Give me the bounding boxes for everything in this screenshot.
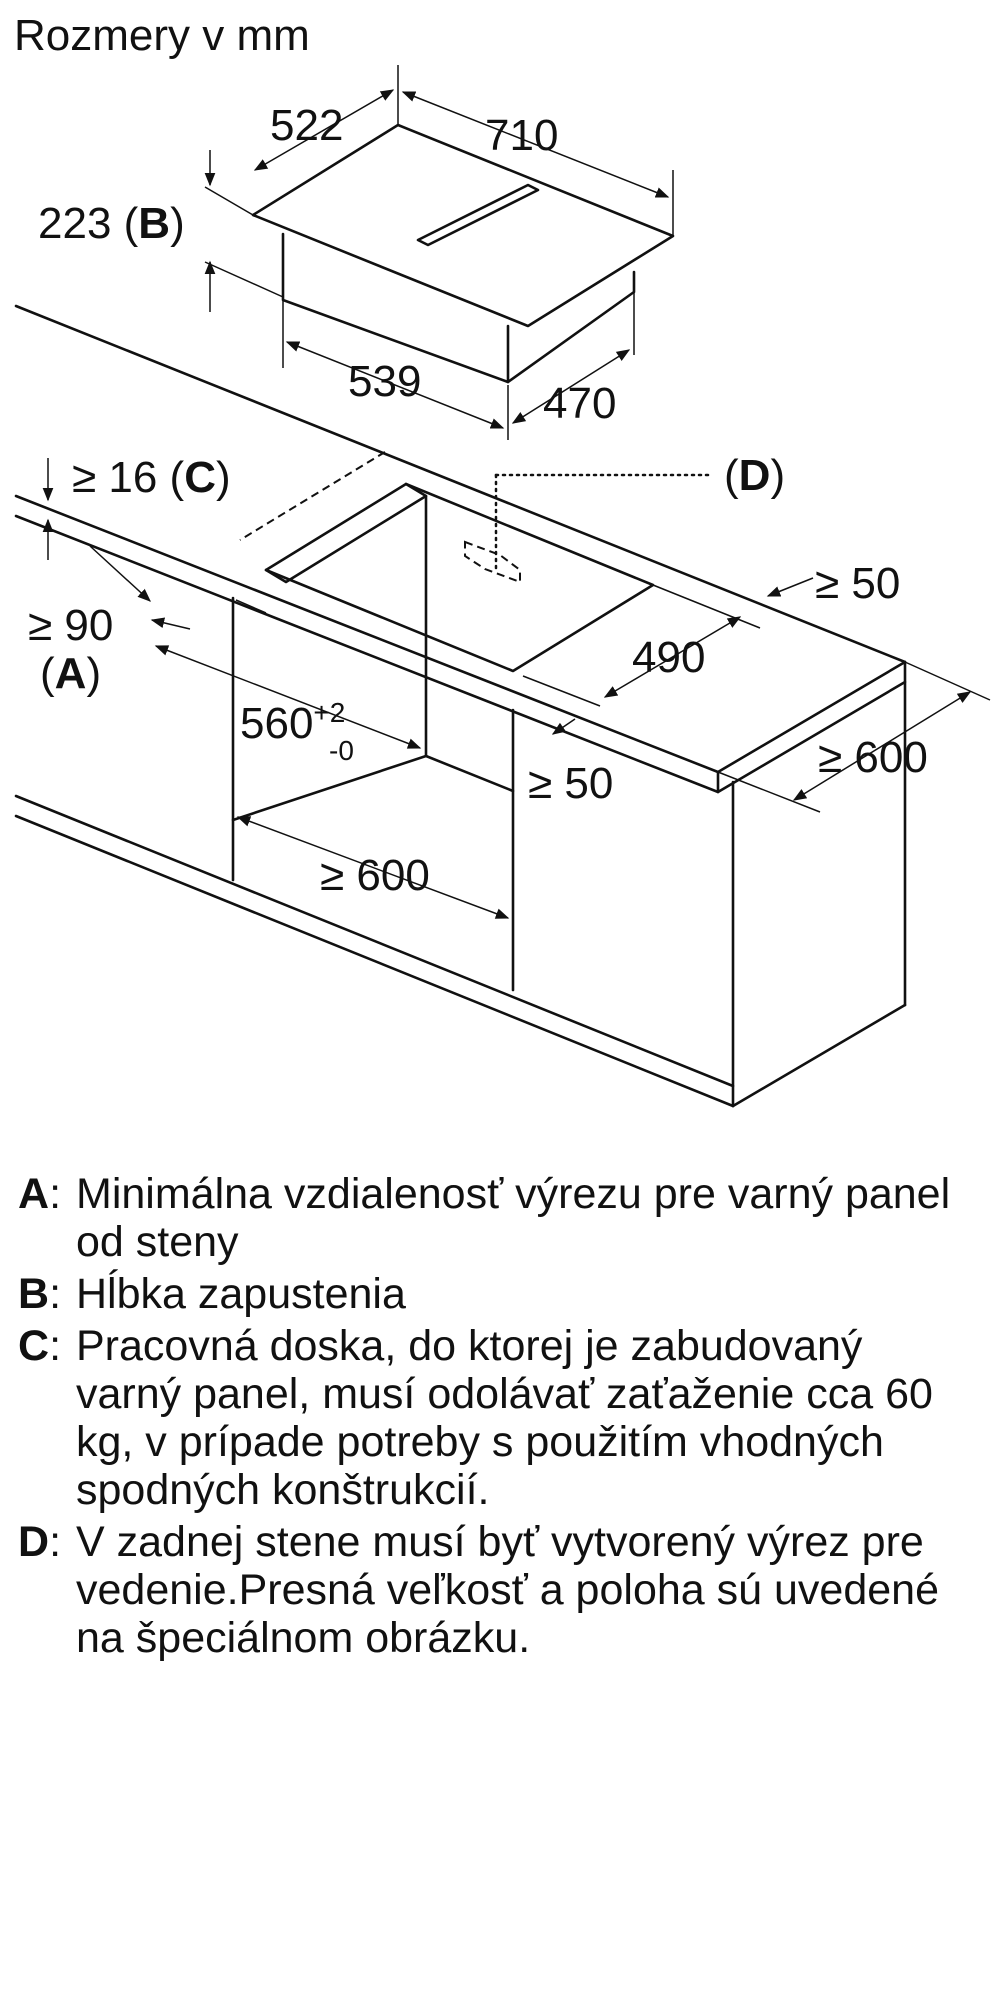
dim-16-label xyxy=(72,453,231,502)
legend-text: V zadnej stene musí byť vytvorený výrez pre vedenie.Presná veľkosť a poloha sú uvedené na špeciálnom obrázku. xyxy=(76,1518,939,1662)
dim-90-letter: A xyxy=(54,649,87,698)
dim-710-label: 710 xyxy=(485,111,559,160)
legend-text: Hĺbka zapustenia xyxy=(76,1270,406,1318)
dim-560-value: 560 xyxy=(240,699,314,748)
dim-560-label xyxy=(240,697,354,766)
dim-560-tol-plus: +2 xyxy=(313,697,346,728)
worktop-and-cabinet-drawing xyxy=(16,306,905,1106)
duct-cutout-marker xyxy=(465,475,710,582)
worktop-dimension-lines xyxy=(48,458,990,918)
legend-key: C: xyxy=(18,1322,62,1370)
legend-item-a xyxy=(18,1170,978,1266)
legend-item-c xyxy=(18,1322,978,1514)
dim-470-label: 470 xyxy=(543,379,617,428)
dim-16-value: ≥ 16 ( xyxy=(72,453,185,502)
legend-item-d xyxy=(18,1518,978,1662)
dim-90-close: ) xyxy=(86,649,102,698)
dim-16-letter: C xyxy=(184,453,216,502)
dim-560-tol-minus: -0 xyxy=(329,735,354,766)
dim-50-right-label: ≥ 50 xyxy=(815,559,901,608)
label-D-open: ( xyxy=(724,451,739,500)
dim-600-right-label: ≥ 600 xyxy=(818,733,928,782)
legend-text: Minimálna vzdialenosť výrezu pre varný panel od steny xyxy=(76,1170,951,1266)
diagram-title: Rozmery v mm xyxy=(14,11,310,60)
legend-text: Pracovná doska, do ktorej je zabudovaný varný panel, musí odolávať zaťaženie cca 60 kg, v prípade potreby s použitím vhodných spodných konštrukcií. xyxy=(76,1322,933,1514)
dim-16-close: ) xyxy=(215,453,231,502)
legend-key: B: xyxy=(18,1270,62,1318)
label-D xyxy=(724,451,785,500)
legend-key: D: xyxy=(18,1518,62,1566)
dim-490-label: 490 xyxy=(632,633,706,682)
cooktop-drawing xyxy=(253,125,673,382)
legend xyxy=(18,1170,978,1666)
label-D-letter: D xyxy=(738,451,771,500)
dim-90-letter-label xyxy=(40,649,101,698)
dim-223-label xyxy=(38,199,185,248)
dim-223-close: ) xyxy=(170,199,185,248)
dim-600-cabinet-label: ≥ 600 xyxy=(320,851,430,900)
dim-223-value: 223 ( xyxy=(38,199,139,248)
dim-223-letter: B xyxy=(138,199,171,248)
legend-item-b xyxy=(18,1270,978,1318)
label-D-close: ) xyxy=(770,451,786,500)
dim-90-label: ≥ 90 xyxy=(28,601,114,650)
dim-50-front-label: ≥ 50 xyxy=(528,759,614,808)
dim-522-label: 522 xyxy=(270,101,344,150)
dim-539-label: 539 xyxy=(348,357,422,406)
legend-key: A: xyxy=(18,1170,62,1218)
dim-90-open: ( xyxy=(40,649,55,698)
